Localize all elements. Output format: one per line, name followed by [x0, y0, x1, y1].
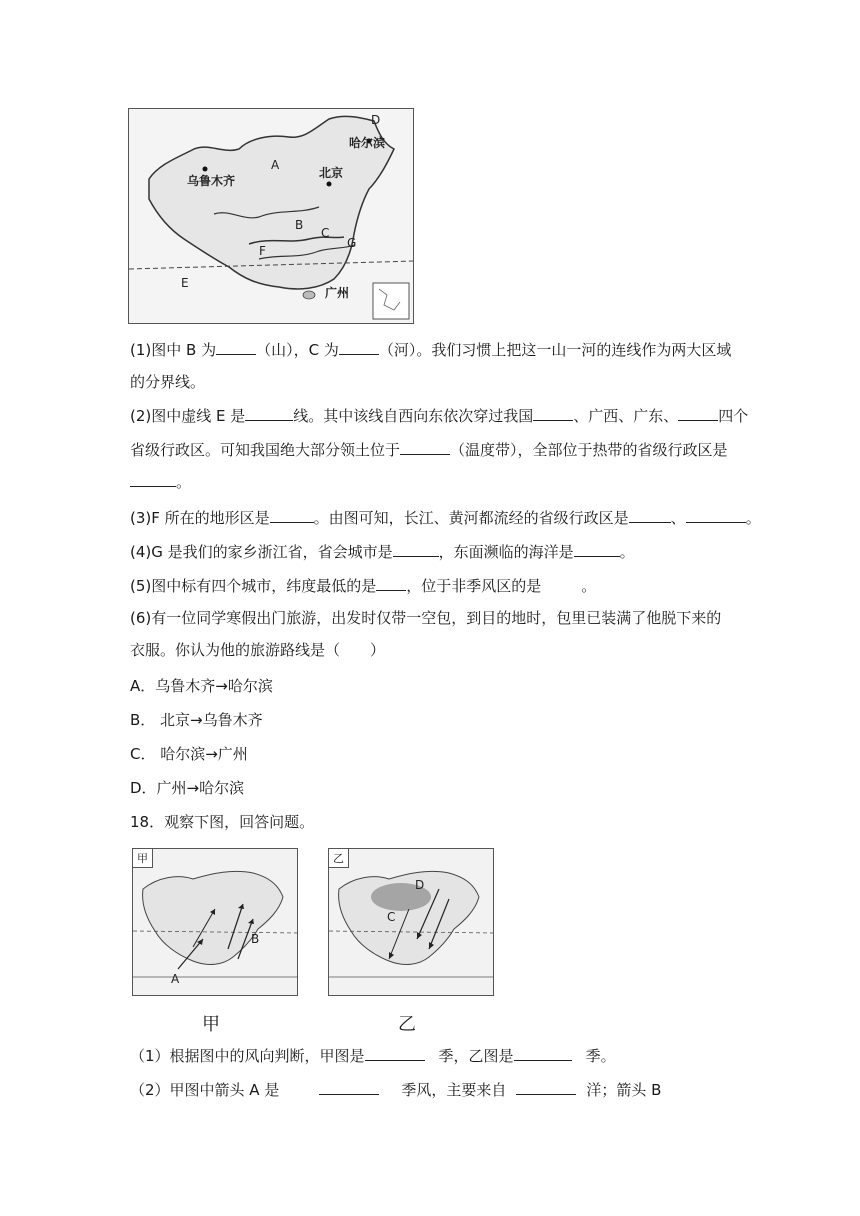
answer-blank — [678, 406, 718, 421]
question-text: (4)G 是我们的家乡浙江省，省会城市是 — [130, 543, 393, 561]
answer-blank — [516, 1080, 576, 1095]
question-2-line-2 — [130, 440, 728, 460]
option-c: C． 哈尔滨→广州 — [130, 745, 248, 763]
answer-blank — [270, 508, 314, 523]
answer-blank — [365, 1046, 425, 1061]
answer-blank — [216, 340, 256, 355]
question-text: 季。 — [585, 1047, 616, 1065]
map-city-urumqi: 乌鲁木齐 — [187, 174, 236, 188]
question-6-line-1 — [130, 608, 721, 628]
map-city-harbin: 哈尔滨 — [349, 136, 386, 150]
map-label-b: B — [251, 932, 260, 946]
question-text: 。 — [619, 543, 635, 561]
caption-jia: 甲 — [202, 1014, 220, 1035]
map-label-c: C — [387, 910, 396, 924]
map-label-e: E — [181, 276, 189, 290]
answer-blank — [514, 1046, 572, 1061]
question-text: 季风，主要来自 — [401, 1081, 507, 1099]
question-text: 季，乙图是 — [438, 1047, 514, 1065]
question-2-line-3 — [130, 472, 191, 492]
answer-blank — [400, 440, 450, 455]
map-label-a: A — [271, 158, 280, 172]
question-text: 。 — [581, 577, 597, 595]
question-1-line-1 — [130, 340, 731, 360]
map-tag-yi: 乙 — [329, 849, 349, 868]
question-3-line — [130, 508, 761, 528]
question-text: 。 — [176, 473, 192, 491]
answer-blank — [629, 508, 671, 523]
question-text: 省级行政区。可知我国绝大部分领土位于 — [130, 441, 401, 459]
sub-question-2 — [130, 1080, 661, 1100]
question-text: （温度带），全部位于热带的省级行政区是 — [450, 441, 728, 459]
question-text: 衣服。你认为他的旅游路线是（ ） — [130, 641, 386, 659]
map-label-f: F — [259, 244, 266, 258]
monsoon-map-yi-outline — [329, 849, 494, 996]
question-text: 、广西、广东、 — [573, 407, 679, 425]
question-6-line-2 — [130, 640, 385, 660]
question-4-line — [130, 542, 635, 562]
answer-blank — [245, 406, 293, 421]
map-city-beijing: 北京 — [319, 166, 344, 180]
map-label-d: D — [371, 113, 381, 127]
answer-blank — [574, 542, 620, 557]
map-label-a: A — [171, 972, 180, 986]
question-text: 。 — [745, 509, 761, 527]
question-5-line — [130, 576, 596, 596]
question-text: (3)F 所在的地形区是 — [130, 509, 270, 527]
map-label-d: D — [415, 878, 425, 892]
question-text: 的分界线。 — [130, 373, 206, 391]
monsoon-map-jia-outline — [133, 849, 298, 996]
question-text: (6)有一位同学寒假出门旅游，出发时仅带一空包，到目的地时，包里已装满了他脱下来的 — [130, 609, 722, 627]
question-text: 、 — [670, 509, 686, 527]
question-text: (5)图中标有四个城市，纬度最低的是 — [130, 577, 377, 595]
answer-blank — [319, 1080, 379, 1095]
question-1-line-2 — [130, 372, 205, 392]
option-b: B． 北京→乌鲁木齐 — [130, 711, 263, 729]
question-18-heading: 18．观察下图，回答问题。 — [130, 813, 315, 831]
map-tag-jia: 甲 — [133, 849, 153, 868]
question-text: （2）甲图中箭头 A 是 — [130, 1081, 280, 1099]
monsoon-map-yi — [328, 848, 494, 996]
question-text: 线。其中该线自西向东依次穿过我国 — [293, 407, 534, 425]
question-text: (1)图中 B 为 — [130, 341, 217, 359]
question-text: （河）。我们习惯上把这一山一河的连线作为两大区域 — [378, 341, 732, 359]
question-text: 四个 — [718, 407, 749, 425]
map-label-b: B — [295, 218, 304, 232]
monsoon-map-jia — [132, 848, 298, 996]
question-text: （山），C 为 — [256, 341, 339, 359]
option-a: A．乌鲁木齐→哈尔滨 — [130, 677, 273, 695]
answer-blank — [130, 472, 176, 487]
answer-blank — [376, 576, 406, 591]
china-map-figure — [128, 108, 414, 324]
question-text: 洋；箭头 B — [586, 1081, 662, 1099]
question-text: 。由图可知，长江、黄河都流经的省级行政区是 — [313, 509, 629, 527]
question-text: ，位于非季风区的是 — [406, 577, 542, 595]
question-text: （1）根据图中的风向判断，甲图是 — [130, 1047, 365, 1065]
question-2-line-1 — [130, 406, 748, 426]
question-text: (2)图中虚线 E 是 — [130, 407, 246, 425]
answer-blank — [686, 508, 746, 523]
question-text: ，东面濒临的海洋是 — [438, 543, 574, 561]
answer-blank — [393, 542, 439, 557]
sub-question-1 — [130, 1046, 616, 1066]
answer-blank — [339, 340, 379, 355]
caption-yi: 乙 — [398, 1014, 416, 1035]
option-d: D．广州→哈尔滨 — [130, 779, 245, 797]
answer-blank — [533, 406, 573, 421]
map-label-g: G — [347, 236, 357, 250]
map-label-c: C — [321, 226, 330, 240]
map-city-guangzhou: 广州 — [325, 286, 350, 300]
